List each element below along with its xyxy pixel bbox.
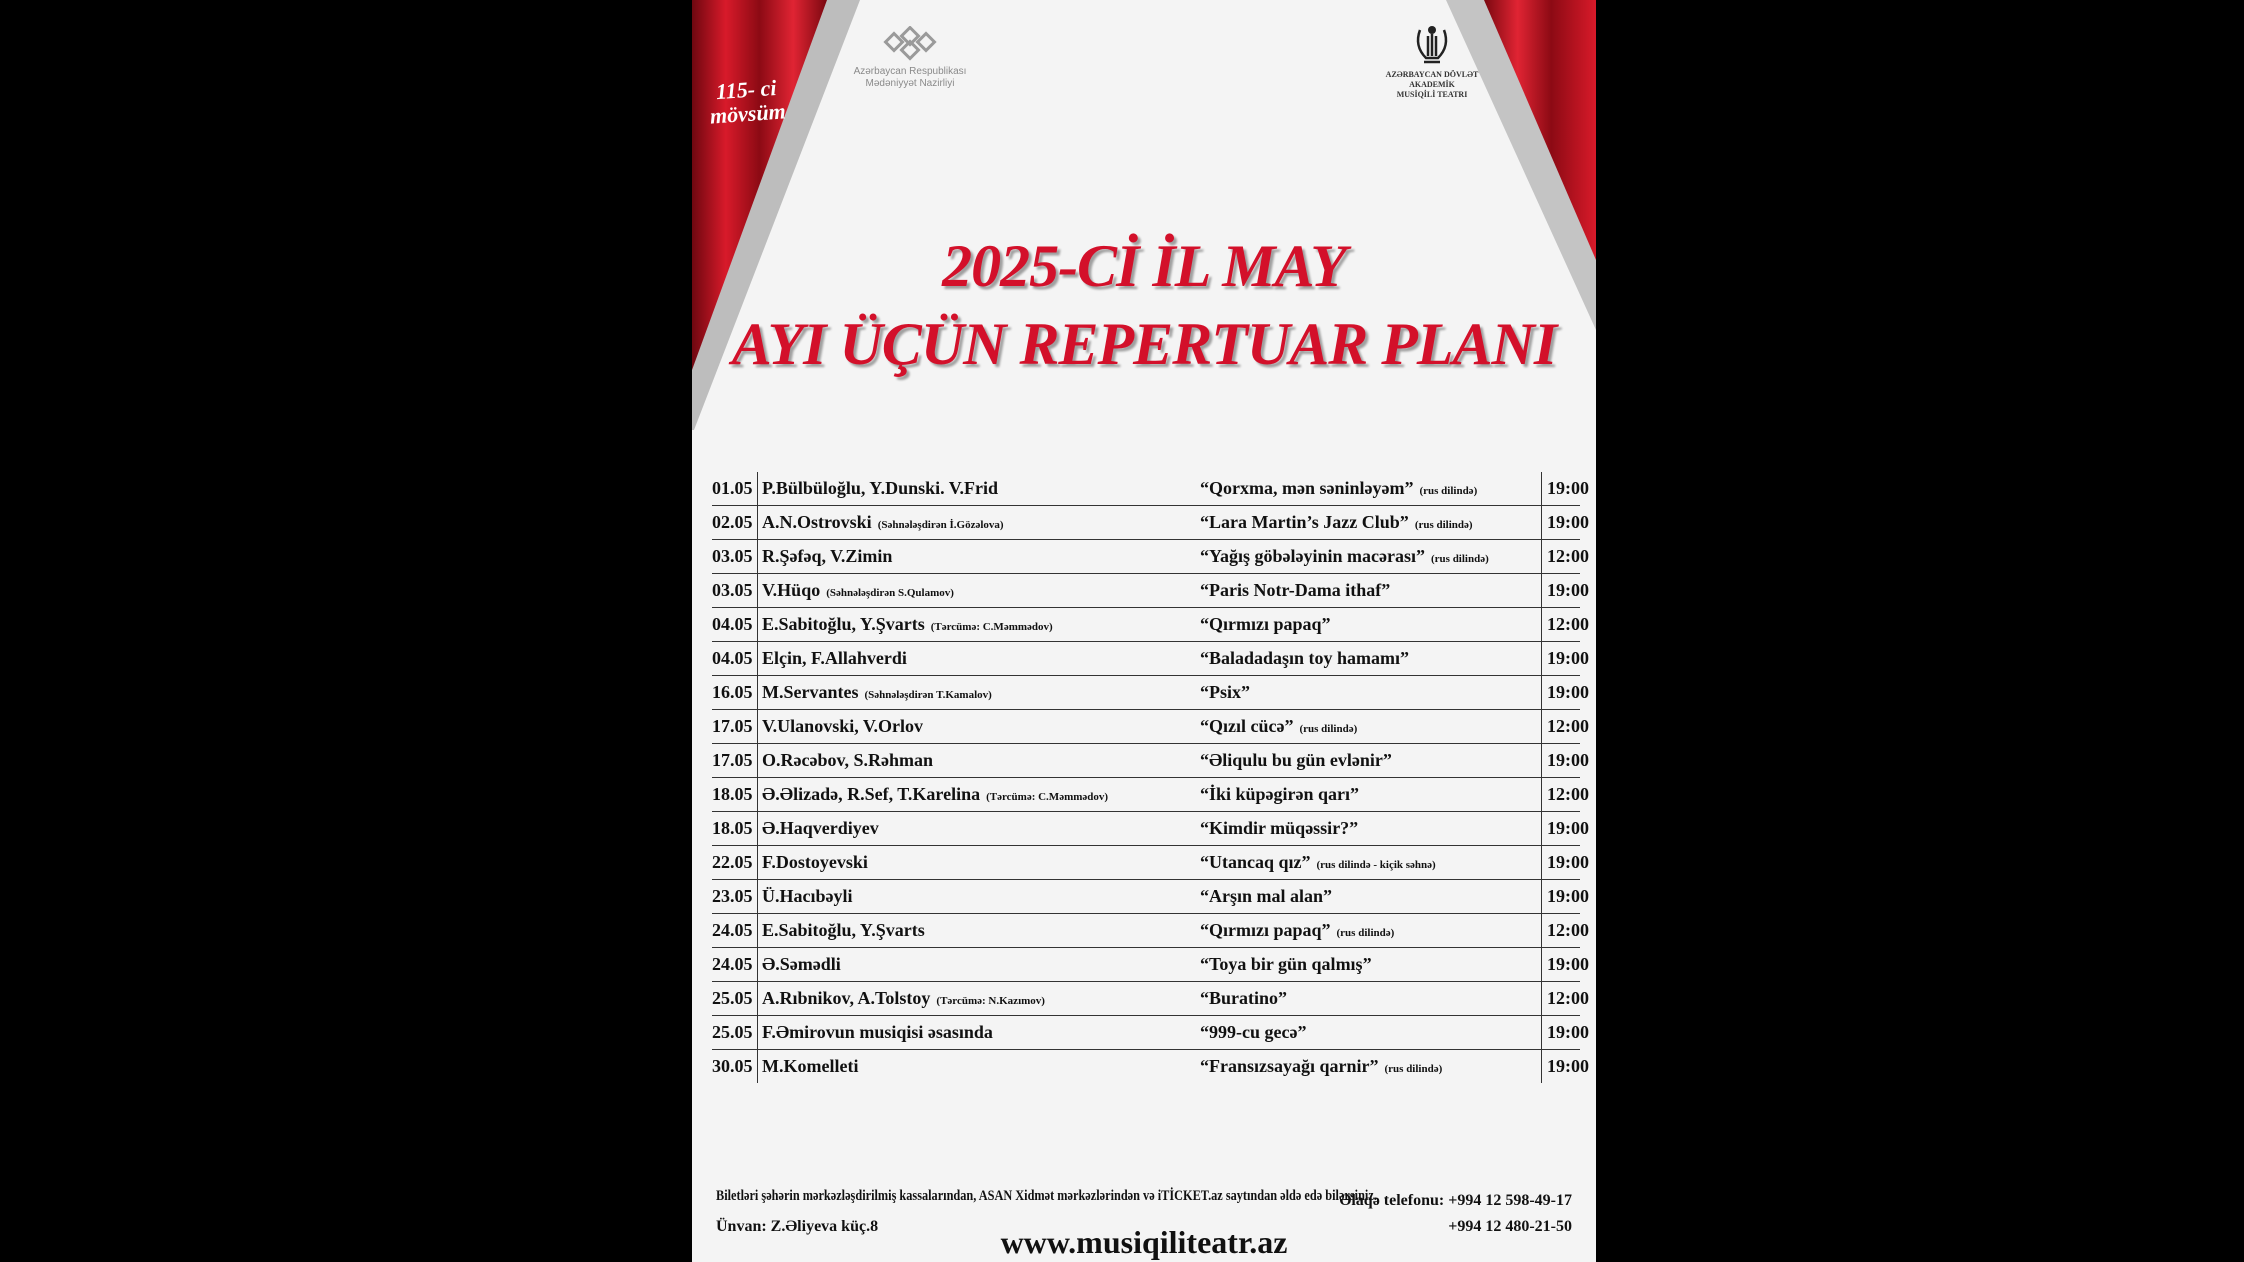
- show-author: F.Dostoyevski: [762, 852, 868, 872]
- show-author: F.Əmirovun musiqisi əsasında: [762, 1022, 993, 1042]
- show-title: “Toya bir gün qalmış”: [1200, 954, 1372, 974]
- schedule-row: [712, 1050, 1589, 1083]
- show-time: 12:00: [1547, 920, 1589, 940]
- season-line-2: mövsüm: [709, 98, 787, 129]
- show-date: 22.05: [712, 852, 753, 872]
- show-author: V.Hüqo (Səhnələşdirən S.Qulamov): [762, 580, 954, 600]
- schedule-row: [712, 540, 1589, 574]
- show-time: 19:00: [1547, 750, 1589, 770]
- show-title: “Əliqulu bu gün evlənir”: [1200, 750, 1392, 770]
- schedule-row: [712, 812, 1589, 846]
- show-date: 24.05: [712, 954, 753, 974]
- show-author: E.Sabitoğlu, Y.Şvarts (Tərcümə: C.Məmmədov): [762, 614, 1053, 634]
- theatre-line-1: AZƏRBAYCAN DÖVLƏT: [1385, 70, 1479, 79]
- show-time: 19:00: [1547, 682, 1589, 702]
- season-line-1: 115- ci: [715, 74, 778, 105]
- ministry-line-1: Azərbaycan Respublikası: [853, 66, 967, 77]
- show-author: M.Komelleti: [762, 1056, 859, 1076]
- schedule-row: [712, 506, 1589, 540]
- show-date: 17.05: [712, 716, 753, 736]
- show-time: 19:00: [1547, 580, 1589, 600]
- ministry-logo: [840, 26, 980, 90]
- ministry-emblem-icon: [882, 26, 938, 62]
- show-date: 03.05: [712, 580, 753, 600]
- schedule-row: [712, 676, 1589, 710]
- show-author: R.Şəfəq, V.Zimin: [762, 546, 893, 566]
- show-date: 18.05: [712, 784, 753, 804]
- theatre-lyre-icon: [1412, 24, 1452, 68]
- schedule-row: [712, 880, 1589, 914]
- schedule-table: [712, 472, 1589, 1083]
- show-title: “Baladadaşın toy hamamı”: [1200, 648, 1410, 668]
- show-time: 19:00: [1547, 886, 1589, 906]
- show-time: 12:00: [1547, 784, 1589, 804]
- schedule-row: [712, 914, 1589, 948]
- address: Ünvan: Z.Əliyeva küç.8: [716, 1218, 879, 1235]
- show-author: E.Sabitoğlu, Y.Şvarts: [762, 920, 925, 940]
- show-title: “Qızıl cücə” (rus dilində): [1200, 716, 1358, 736]
- show-author: Elçin, F.Allahverdi: [762, 648, 907, 668]
- show-date: 25.05: [712, 1022, 753, 1042]
- show-date: 23.05: [712, 886, 753, 906]
- phone-primary: Əlaqə telefonu: +994 12 598-49-17: [1339, 1192, 1572, 1209]
- show-title: “Qırmızı papaq” (rus dilində): [1200, 920, 1395, 940]
- schedule-row: [712, 574, 1589, 608]
- show-date: 30.05: [712, 1056, 753, 1076]
- show-title: “Lara Martin’s Jazz Club” (rus dilində): [1200, 512, 1473, 532]
- schedule-row: [712, 982, 1589, 1016]
- schedule-row: [712, 778, 1589, 812]
- show-date: 16.05: [712, 682, 753, 702]
- show-author: M.Servantes (Səhnələşdirən T.Kamalov): [762, 682, 992, 702]
- show-author: O.Rəcəbov, S.Rəhman: [762, 750, 933, 770]
- show-date: 25.05: [712, 988, 753, 1008]
- show-time: 12:00: [1547, 546, 1589, 566]
- show-date: 04.05: [712, 614, 753, 634]
- title-line-1: 2025-Cİ İL MAY: [942, 233, 1346, 299]
- season-label: [700, 75, 793, 129]
- show-time: 12:00: [1547, 716, 1589, 736]
- show-date: 17.05: [712, 750, 753, 770]
- show-title: “999-cu gecə”: [1200, 1022, 1307, 1042]
- show-title: “Buratino”: [1200, 988, 1288, 1008]
- show-title: “Paris Notr-Dama ithaf”: [1200, 580, 1391, 600]
- show-title: “Yağış göbələyinin macərası” (rus dilində): [1200, 546, 1489, 566]
- theatre-line-3: MUSİQİLİ TEATRI: [1396, 90, 1468, 99]
- schedule-row: [712, 710, 1589, 744]
- show-author: V.Ulanovski, V.Orlov: [762, 716, 924, 736]
- show-author: Ə.Haqverdiyev: [762, 818, 879, 838]
- show-time: 19:00: [1547, 648, 1589, 668]
- schedule-row: [712, 608, 1589, 642]
- title-line-2: AYI ÜÇÜN REPERTUAR PLANI: [731, 311, 1557, 377]
- schedule-row: [712, 1016, 1589, 1050]
- schedule-row: [712, 472, 1589, 506]
- show-date: 01.05: [712, 478, 753, 498]
- show-time: 19:00: [1547, 954, 1589, 974]
- show-date: 04.05: [712, 648, 753, 668]
- show-author: P.Bülbüloğlu, Y.Dunski. V.Frid: [762, 478, 998, 498]
- show-time: 19:00: [1547, 1022, 1589, 1042]
- show-author: Ə.Əlizadə, R.Sef, T.Karelina (Tərcümə: C.Məmmədov): [762, 784, 1109, 804]
- theatre-logo: [1372, 24, 1492, 100]
- show-title: “İki küpəgirən qarı”: [1200, 784, 1360, 804]
- show-date: 03.05: [712, 546, 753, 566]
- schedule-row: [712, 744, 1589, 778]
- show-author: A.Rıbnikov, A.Tolstoy (Tərcümə: N.Kazımov): [762, 988, 1045, 1008]
- schedule-row: [712, 642, 1589, 676]
- show-time: 19:00: [1547, 852, 1589, 872]
- show-title: “Qırmızı papaq”: [1200, 614, 1331, 634]
- show-title: “Arşın mal alan”: [1200, 886, 1333, 906]
- theatre-line-2: AKADEMİK: [1409, 80, 1455, 89]
- phone-secondary: +994 12 480-21-50: [1448, 1218, 1572, 1235]
- show-time: 19:00: [1547, 478, 1589, 498]
- show-date: 18.05: [712, 818, 753, 838]
- repertoire-poster: [692, 0, 1596, 1262]
- show-author: Ə.Səmədli: [762, 954, 841, 974]
- show-author: A.N.Ostrovski (Səhnələşdirən İ.Gözəlova): [762, 512, 1004, 532]
- show-date: 24.05: [712, 920, 753, 940]
- show-time: 19:00: [1547, 1056, 1589, 1076]
- schedule-row: [712, 948, 1589, 982]
- show-time: 12:00: [1547, 614, 1589, 634]
- show-title: “Kimdir müqəssir?”: [1200, 818, 1359, 838]
- show-title: “Utancaq qız” (rus dilində - kiçik səhnə): [1200, 852, 1436, 872]
- show-author: Ü.Hacıbəyli: [762, 886, 853, 906]
- ministry-line-2: Mədəniyyət Nazirliyi: [865, 78, 955, 89]
- show-title: “Psix”: [1200, 682, 1251, 702]
- show-date: 02.05: [712, 512, 753, 532]
- show-time: 12:00: [1547, 988, 1589, 1008]
- website-link[interactable]: www.musiqiliteatr.az: [1000, 1224, 1288, 1260]
- show-time: 19:00: [1547, 818, 1589, 838]
- show-title: “Fransızsayağı qarnir” (rus dilində): [1200, 1056, 1443, 1076]
- show-time: 19:00: [1547, 512, 1589, 532]
- ticket-info: Biletləri şəhərin mərkəzləşdirilmiş kassalarından, ASAN Xidmət mərkəzlərindən və iTİCKET.az saytından əldə edə bilərsiniz.: [716, 1188, 1377, 1204]
- show-title: “Qorxma, mən səninləyəm” (rus dilində): [1200, 478, 1478, 498]
- schedule-row: [712, 846, 1589, 880]
